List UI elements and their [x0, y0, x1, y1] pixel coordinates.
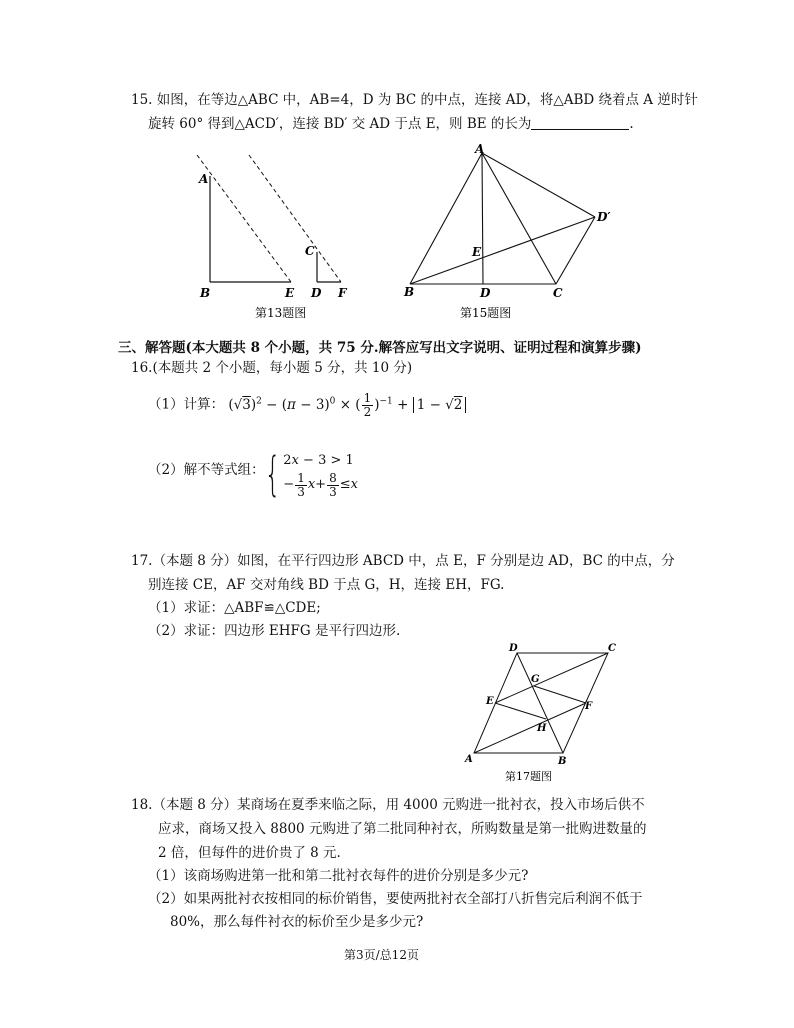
fig17-line-AF	[474, 703, 586, 753]
fig13-label-A: A	[199, 172, 209, 186]
q16-part1-expression: $(√3)^2 - (\pi - 3)^0$ × ( $\frac{1}{2}$ )$^{-1}$ + 1 − √2	[228, 397, 466, 413]
fig17-label-C: C	[608, 643, 616, 654]
q17-sub1: （1）求证：△ABF≌△CDE;	[148, 600, 321, 616]
fig17-label-F: F	[585, 701, 593, 712]
q18-sub1: （1）该商场购进第一批和第二批衬衣每件的进价分别是多少元?	[148, 868, 529, 884]
fig13-caption: 第13题图	[255, 306, 307, 320]
fig15-label-C: C	[553, 286, 563, 300]
fig17-label-A: A	[465, 754, 473, 765]
fig15-line-AD	[482, 153, 483, 284]
fig17-diagonal-BD	[517, 653, 563, 753]
q18-line1: 18.（本题 8 分）某商场在夏季来临之际，用 4000 元购进一批衬衣，投入市场后供不	[131, 797, 645, 813]
q18-sub2-line2: 80%，那么每件衬衣的标价至少是多少元?	[170, 914, 424, 930]
section-heading: 三、解答题(本大题共 8 个小题，共 75 分.解答应写出文字说明、证明过程和演算步骤)	[118, 340, 642, 356]
q18-line2: 应求，商场又投入 8800 元购进了第二批同种衬衣，所购数量是第一批购进数量的	[158, 821, 647, 837]
q16-part2	[148, 460, 265, 480]
fig13-dashed-ray-2	[249, 155, 341, 282]
fig17-line-EH	[495, 703, 546, 719]
page-footer: 第3页/总12页	[344, 948, 419, 962]
inequality-2: − $\frac{1}{3}$ x + $\frac{8}{3}$ ≤ x	[283, 470, 358, 499]
fig13-label-C: C	[305, 244, 315, 258]
answer-blank	[531, 115, 629, 130]
q16-intro: 16.(本题共 2 个小题，每小题 5 分，共 10 分)	[131, 360, 413, 376]
q15-line2-text: 旋转 60° 得到△ACD′，连接 BD′ 交 AD 于点 E，则 BE 的长为	[148, 116, 532, 132]
q17-line1: 17.（本题 8 分）如图，在平行四边形 ABCD 中，点 E，F 分别是边 AD，BC 的中点，分	[131, 553, 675, 569]
fig15-line-AB	[410, 153, 482, 284]
fig15-caption: 第15题图	[460, 306, 512, 320]
q17-line2: 别连接 CE，AF 交对角线 BD 于点 G，H，连接 EH，FG.	[148, 577, 505, 593]
fig13-label-B: B	[200, 286, 211, 300]
q15-line1: 15. 如图，在等边△ABC 中，AB=4，D 为 BC 的中点，连接 AD，将△ABD 绕着点 A 逆时针	[131, 92, 698, 108]
q15-line2	[148, 114, 634, 134]
q17-sub2: （2）求证：四边形 EHFG 是平行四边形.	[148, 623, 401, 639]
inequality-1: 2x − 3 > 1	[283, 452, 354, 468]
q18-sub2-line1: （2）如果两批衬衣按相同的标价销售，要使两批衬衣全部打八折售完后利润不低于	[148, 891, 643, 907]
fig15-label-D: D	[480, 286, 491, 300]
q16-inequality-system	[258, 446, 358, 502]
fig17-line-FG	[534, 686, 586, 703]
fig15-label-B: B	[404, 285, 415, 299]
fig17-label-E: E	[486, 696, 494, 707]
fig15-line-BD-prime	[410, 217, 595, 284]
fig17-label-G: G	[531, 674, 540, 685]
fig15-line-AD-prime	[482, 153, 595, 217]
q16-part1-label: （1）计算：	[148, 396, 225, 413]
q18-line3: 2 倍，但每件的进价贵了 8 元.	[158, 845, 341, 861]
fig17-label-H: H	[537, 723, 547, 734]
fig17-caption: 第17题图	[505, 770, 552, 783]
fig17-line-CE	[495, 653, 608, 703]
fig13-label-E: E	[285, 286, 295, 300]
fig17-parallelogram-ABCD	[474, 653, 608, 753]
fig13-label-D: D	[311, 286, 322, 300]
fig15-label-D-prime: D′	[597, 210, 611, 224]
fig17-label-B: B	[558, 756, 567, 767]
fig15-label-E: E	[472, 245, 482, 259]
left-brace: {	[264, 447, 281, 501]
q16-part2-label: （2）解不等式组：	[148, 462, 265, 478]
fig17-label-D: D	[509, 643, 518, 654]
q16-part1	[148, 388, 466, 419]
fig13-label-F: F	[338, 286, 347, 300]
q15-line2-end: .	[629, 116, 634, 132]
fig15-label-A: A	[475, 142, 485, 156]
fig13-dashed-ray-1	[197, 155, 291, 282]
fig15-line-AC	[482, 153, 556, 284]
fig15-line-CD-prime	[556, 217, 595, 284]
